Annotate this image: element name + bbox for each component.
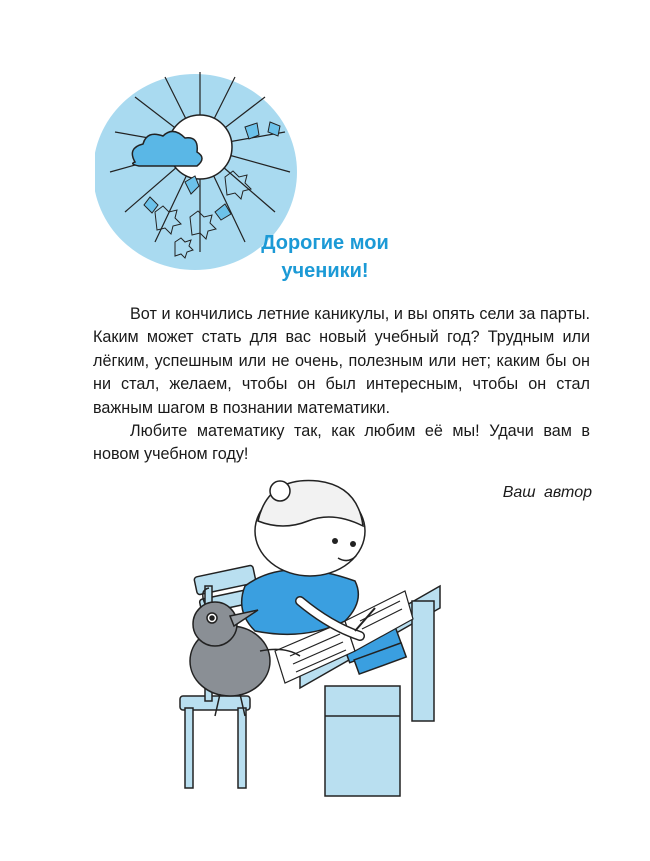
paragraph-2: Любите математику так, как любим её мы! Удачи вам в новом учебном году! (93, 422, 590, 464)
heading-line-1: Дорогие мои (261, 232, 389, 254)
boy-at-desk-illustration (150, 476, 450, 806)
signature: Ваш автор (502, 484, 592, 501)
letter-body (93, 303, 590, 467)
page-heading (240, 229, 410, 285)
paragraph-1: Вот и кончились летние каникулы, и вы опять сели за парты. Каким может стать для вас новый учебный год? Трудным или лёгким, успешным или не очень, полезным или нет; каким бы он ни стал, желаем, чтобы он был интересным, чтобы он стал важным шагом в познании математики. (93, 305, 590, 417)
heading-line-2: ученики! (281, 260, 369, 282)
